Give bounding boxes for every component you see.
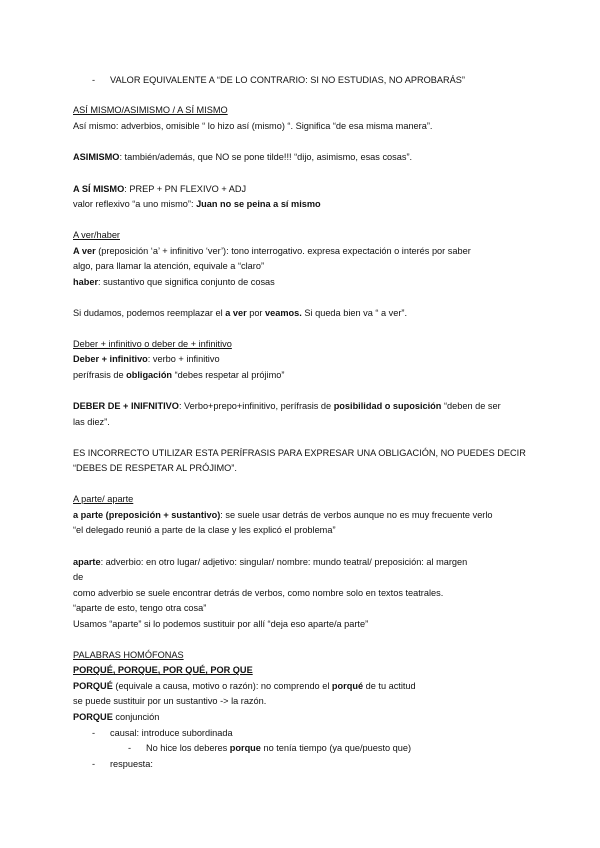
text-line: “aparte de esto, tengo otra cosa” (73, 603, 207, 613)
text-line: Así mismo: adverbios, omisible “ lo hizo así (mismo) “. Significa “de esa misma manera”. (73, 121, 433, 131)
section-heading-deber: Deber + infinitivo o deber de + infinitivo (73, 339, 232, 349)
text-line: PORQUE conjunción (73, 712, 160, 722)
text-line: ES INCORRECTO UTILIZAR ESTA PERÍFRASIS PARA EXPRESAR UNA OBLIGACIÓN, NO PUEDES DECIR (73, 448, 526, 458)
text-line: como adverbio se suele encontrar detrás de verbos, como nombre solo en textos teatrales. (73, 588, 444, 598)
bullet-dash: - (92, 75, 96, 85)
text-line: PORQUÉ (equivale a causa, motivo o razón): no comprendo el porqué de tu actitud (73, 681, 416, 691)
section-heading-aparte: A parte/ aparte (73, 494, 134, 504)
subheading-porque: PORQUÉ, PORQUE, POR QUÉ, POR QUE (73, 665, 253, 675)
section-heading-homofonas: PALABRAS HOMÓFONAS (73, 650, 184, 660)
bullet-dash: - (128, 743, 132, 753)
text-line: “DEBES DE RESPETAR AL PRÓJIMO”. (73, 463, 237, 473)
text-line: No hice los deberes porque no tenía tiempo (ya que/puesto que) (146, 743, 412, 753)
bullet-dash: - (92, 759, 96, 769)
section-heading-a-ver: A ver/haber (73, 230, 120, 240)
bullet-dash: - (92, 728, 96, 738)
section-heading-asimismo: ASÍ MISMO/ASIMISMO / A SÍ MISMO (73, 105, 228, 115)
text-line: Si dudamos, podemos reemplazar el a ver por veamos. Si queda bien va “ a ver”. (73, 308, 408, 318)
text-line: Usamos “aparte” si lo podemos sustituir por allí “deja eso aparte/a parte” (73, 619, 369, 629)
text-line: las diez”. (73, 417, 110, 427)
text-line: perífrasis de obligación “debes respetar al prójimo” (73, 370, 285, 380)
text-line: haber: sustantivo que significa conjunto de cosas (73, 277, 275, 287)
text-line: DEBER DE + INIFNITIVO: Verbo+prepo+infinitivo, perífrasis de posibilidad o suposición “deben de ser (73, 401, 501, 411)
text-line: “el delegado reunió a parte de la clase y les explicó el problema” (73, 525, 336, 535)
text-line: valor reflexivo “a uno mismo”: Juan no se peina a sí mismo (73, 199, 321, 209)
text-line: aparte: adverbio: en otro lugar/ adjetivo: singular/ nombre: mundo teatral/ preposición: al margen (73, 557, 468, 567)
text-line: A SÍ MISMO: PREP + PN FLEXIVO + ADJ (73, 184, 247, 194)
text-line: causal: introduce subordinada (110, 728, 233, 738)
text-line: Deber + infinitivo: verbo + infinitivo (73, 354, 220, 364)
text-line: se puede sustituir por un sustantivo -> la razón. (73, 696, 267, 706)
text-line: algo, para llamar la atención, equivale a “claro” (73, 261, 264, 271)
text-line: A ver (preposición ‘a’ + infinitivo ‘ver’): tono interrogativo. expresa expectación o interés por saber (73, 246, 471, 256)
text-line: de (73, 572, 84, 582)
text-line: VALOR EQUIVALENTE A “DE LO CONTRARIO: SI NO ESTUDIAS, NO APROBARÁS” (110, 75, 465, 85)
text-line: respuesta: (110, 759, 153, 769)
text-line: ASIMISMO: también/además, que NO se pone tilde!!! “dijo, asimismo, esas cosas”. (73, 152, 413, 162)
text-line: a parte (preposición + sustantivo): se suele usar detrás de verbos aunque no es muy frecuente verlo (73, 510, 493, 520)
